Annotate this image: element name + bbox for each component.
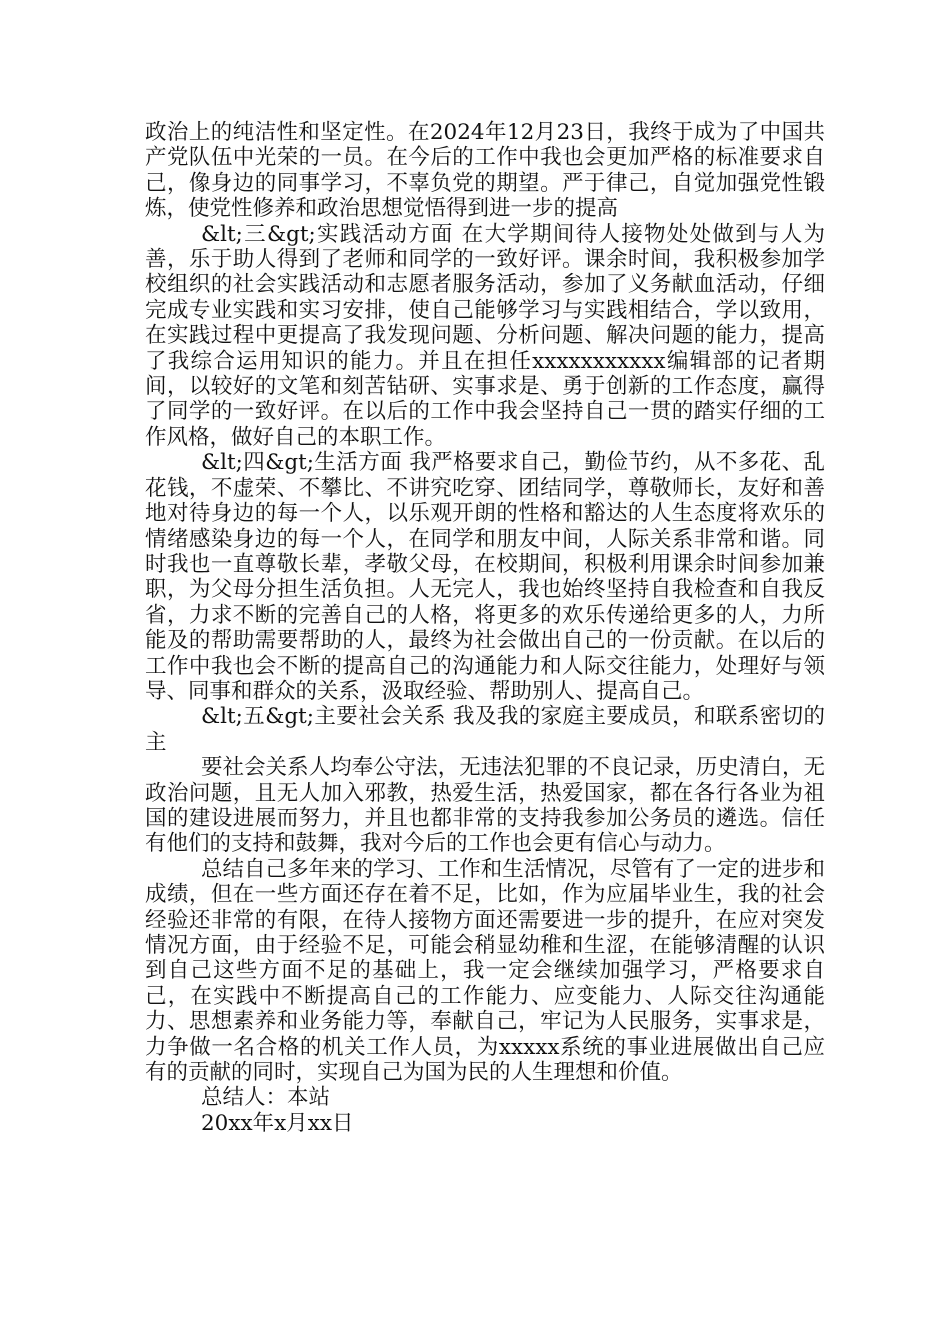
signature-author: 总结人：本站 xyxy=(201,1085,331,1111)
paragraph-summary: 总结自己多年来的学习、工作和生活情况，尽管有了一定的进步和成绩，但在一些方面还存在着不足，比如，作为应届毕业生，我的社会经验还非常的有限，在待人接物方面还需要进一步的提升，在应对突发情况方面，由于经验不足，可能会稍显幼稚和生涩，在能够清醒的认识到自己这些方面不足的基础上，我一定会继续加强学习，严格要求自己，在实践中不断提高自己的工作能力、应变能力、人际交往沟通能力、思想素养和业务能力等，奉献自己，牢记为人民服务，实事求是，力争做一名合格的机关工作人员，为xxxxx系统的事业进展做出自己应有的贡献的同时，实现自己为国为民的人生理想和价值。 xyxy=(145,856,825,1086)
paragraph-practice: &lt;三&gt;实践活动方面 在大学期间待人接物处处做到与人为善，乐于助人得到了老师和同学的一致好评。课余时间，我积极参加学校组织的社会实践活动和志愿者服务活动，参加了义务献血活动，仔细完成专业实践和实习安排，使自己能够学习与实践相结合，学以致用，在实践过程中更提高了我发现问题、分析问题、解决问题的能力，提高了我综合运用知识的能力。并且在担任xxxxxxxxxxx编辑部的记者期间，以较好的文笔和刻苦钻研、实事求是、勇于创新的工作态度，赢得了同学的一致好评。在以后的工作中我会坚持自己一贯的踏实仔细的工作风格，做好自己的本职工作。 xyxy=(145,221,825,450)
paragraph-political: 政治上的纯洁性和坚定性。在2024年12月23日，我终于成为了中国共产党队伍中光荣的一员。在今后的工作中我也会更加严格的标准要求自己，像身边的同事学习，不辜负党的期望。严于律己，自觉加强党性锻炼，使党性修养和政治思想觉悟得到进一步的提高 xyxy=(145,120,825,222)
paragraph-life: &lt;四&gt;生活方面 我严格要求自己，勤俭节约，从不多花、乱花钱，不虚荣、不攀比、不讲究吃穿、团结同学，尊敬师长，友好和善地对待身边的每一个人，以乐观开朗的性格和豁达的人生态度将欢乐的情绪感染身边的每一个人，在同学和朋友中间，人际关系非常和谐。同时我也一直尊敬长辈，孝敬父母，在校期间，积极利用课余时间参加兼职，为父母分担生活负担。人无完人，我也始终坚持自我检查和自我反省，力求不断的完善自己的人格，将更多的欢乐传递给更多的人，力所能及的帮助需要帮助的人，最终为社会做出自己的一份贡献。在以后的工作中我也会不断的提高自己的沟通能力和人际交往能力，处理好与领导、同事和群众的关系，汲取经验、帮助别人、提高自己。 xyxy=(145,450,825,704)
paragraph-social-relations-cont: 要社会关系人均奉公守法，无违法犯罪的不良记录，历史清白，无政治问题，且无人加入邪教，热爱生活，热爱国家，都在各行各业为祖国的建设进展而努力，并且也都非常的支持我参加公务员的遴选。信任有他们的支持和鼓舞，我对今后的工作也会更有信心与动力。 xyxy=(145,755,825,857)
signature-date: 20xx年x月xx日 xyxy=(201,1110,354,1136)
paragraph-social-relations: &lt;五&gt;主要社会关系 我及我的家庭主要成员，和联系密切的主 xyxy=(145,704,825,755)
document-page xyxy=(145,120,825,1136)
